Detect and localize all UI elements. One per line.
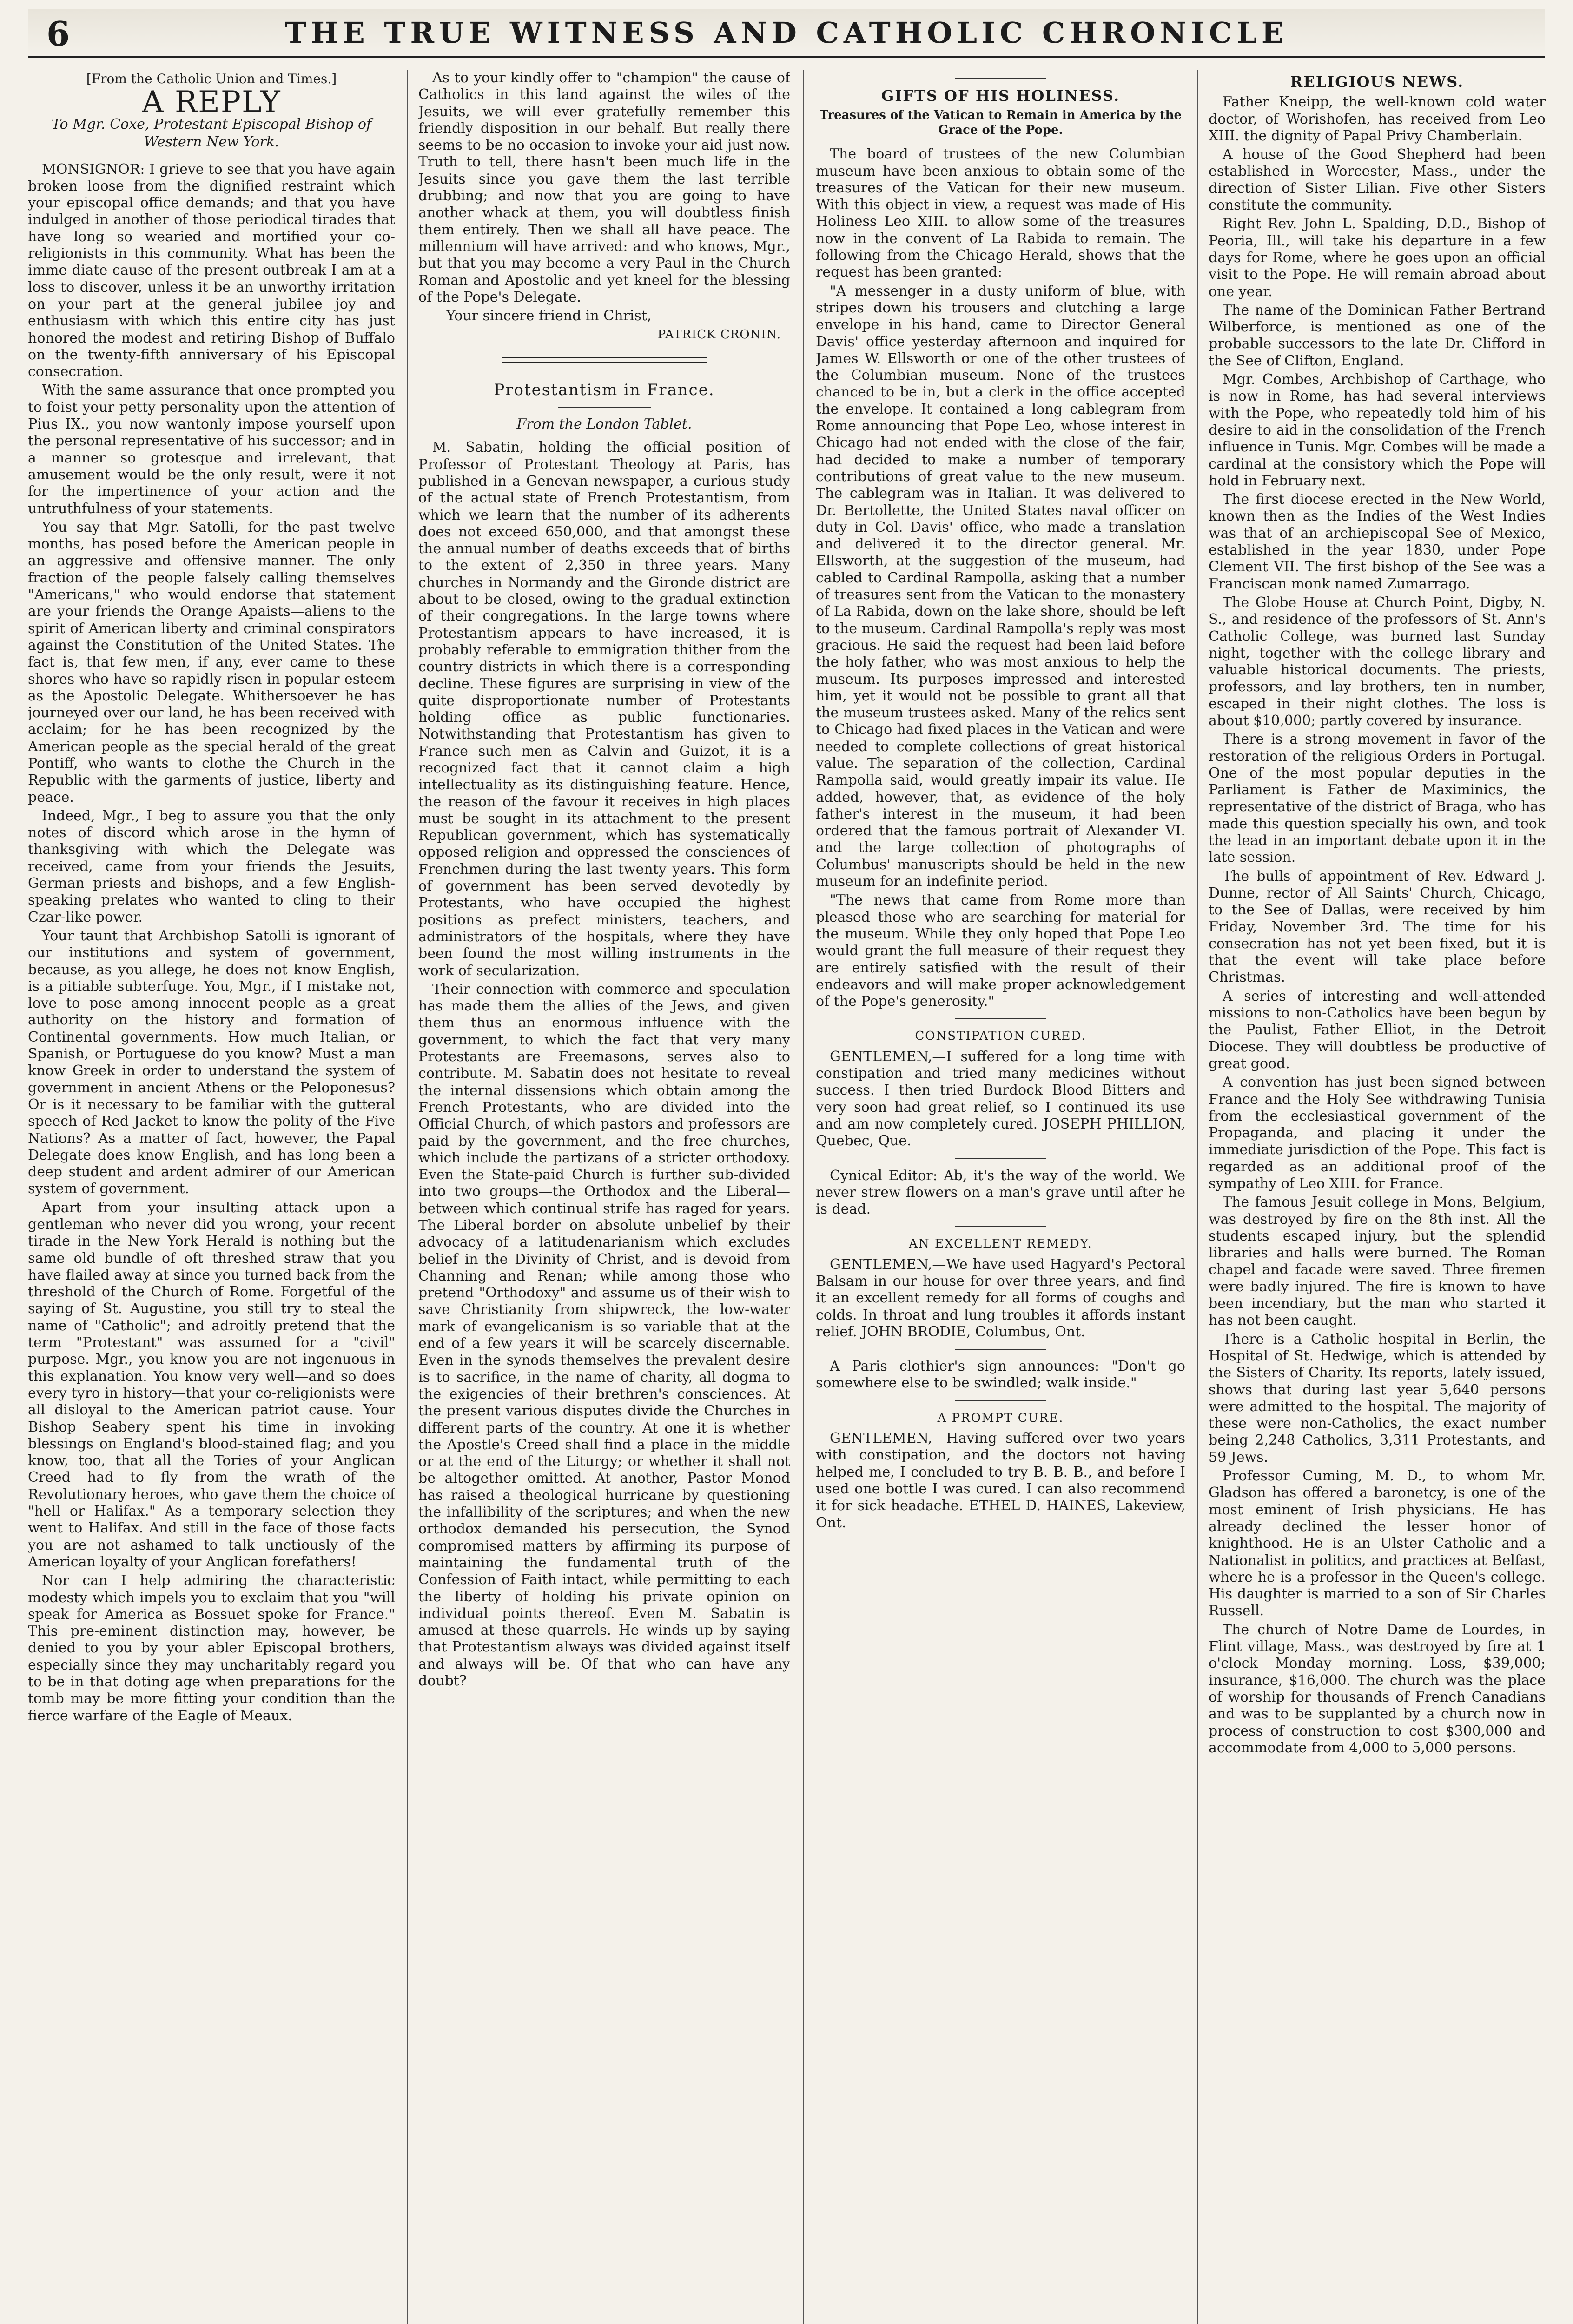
religious-item: The name of the Dominican Father Bertrand Wilberforce, is mentioned as one of the probable successors to the late Dr. Clifford in the See of Clifton, England. xyxy=(1209,302,1546,369)
divider xyxy=(955,1018,1046,1019)
clothier-text: A Paris clothier's sign announces: "Don't go somewhere else to be swindled; walk inside." xyxy=(816,1358,1185,1392)
gifts-deck: Treasures of the Vatican to Remain in America by the Grace of the Pope. xyxy=(819,108,1182,138)
religious-item: Professor Cuming, M. D., to whom Mr. Gladson has offered a baronetcy, is one of the most eminent of Irish physicians. He has already declined the lesser honor of knighthood. He is an Ulster Catholic and a Nationalist in politics, and practices at Belfast, where he is a professor in the Queen's college. His daughter is married to a son of Sir Charles Russell. xyxy=(1209,1468,1546,1619)
column-3 xyxy=(816,70,1185,2324)
column-rule xyxy=(803,70,804,2324)
reply-paragraph: As to your kindly offer to "champion" the cause of Catholics in this land against the wiles of the Jesuits, we will ever gratefully remember this friendly disposition in our behalf. But really there seems to be no occasion to invoke your aid just now. Truth to tell, there hasn't been much life in the Jesuits since you gave them the last terrible drubbing; and now that you are going to have another whack at them, you will doubtless finish them entirely. Then we shall all have peace. The millennium will have arrived: and who knows, Mgr., but that you may become a very Paul in the Church Roman and Apostolic and yet kneel for the blessing of the Pope's Delegate. xyxy=(418,70,790,305)
gifts-paragraph: "The news that came from Rome more than pleased those who are searching for material for the museum. While they only hoped that Pope Leo would grant the full measure of their request they are entirely satisfied with the result of their endeavors and will make proper acknowledgement of the Pope's generosity." xyxy=(816,892,1185,1010)
divider xyxy=(955,1158,1046,1159)
religious-item: Right Rev. John L. Spalding, D.D., Bishop of Peoria, Ill., will take his departure in a few days for Rome, where he goes upon an official visit to the Pope. He will remain abroad about one year. xyxy=(1209,216,1546,300)
constipation-headline: CONSTIPATION CURED. xyxy=(915,1029,1086,1043)
religious-item: There is a Catholic hospital in Berlin, the Hospital of St. Hedwige, which is attended by the Sisters of Charity. Its reports, lately issued, shows that during last year 5,640 persons were admitted to the hospital. The majority of these were non-Catholics, the exact number being 2,248 Catholics, 3,311 Protestants, and 59 Jews. xyxy=(1209,1331,1546,1466)
reply-paragraph: Apart from your insulting attack upon a gentleman who never did you wrong, your recent tirade in the New York Herald is nothing but the same old bundle of oft threshed straw that you have flailed away at since you turned back from the threshold of the Church of Rome. Forgetful of the saying of St. Augustine, you still try to steal the name of "Catholic"; and adroitly pretend that the term "Protestant" was assumed for a "civil" purpose. Mgr., you know you are not ingenuous in this explanation. You know very well—and so does every tyro in history—that your co-religionists were all disloyal to the American patriot cause. Your Bishop Seabery spent his time in invoking blessings on England's blood-stained flag; and you know, too, that all the Tories of your Anglican Creed had to fly from the wrath of the Revolutionary heroes, who gave them the choice of "hell or Halifax." As a temporary selection they went to Halifax. And still in the face of those facts you are not ashamed to talk unctiously of the American loyalty of your Anglican forefathers! xyxy=(28,1199,395,1570)
prompt-cure-text: GENTLEMEN,—Having suffered over two years with constipation, and the doctors not having helped me, I concluded to try B. B. B., and before I used one bottle I was cured. I can also recommend it for sick headache. ETHEL D. HAINES, Lakeview, Ont. xyxy=(816,1430,1185,1531)
gifts-headline: GIFTS OF HIS HOLINESS. xyxy=(881,87,1120,105)
reply-subhead: To Mgr. Coxe, Protestant Episcopal Bishop of Western New York. xyxy=(51,116,372,150)
reply-signature: PATRICK CRONIN. xyxy=(657,328,781,342)
religious-item: There is a strong movement in favor of the restoration of the religious Orders in Portugal. One of the most popular deputies in the Parliament is Father de Maximinics, the representative of the district of Braga, who has made this question specially his own, and took the lead in an important debate upon it in the late session. xyxy=(1209,731,1546,866)
remedy-text: GENTLEMEN,—We have used Hagyard's Pectoral Balsam in our house for over three years, and find it an excellent remedy for all forms of coughs and colds. In throat and lung troubles it affords instant relief. JOHN BRODIE, Columbus, Ont. xyxy=(816,1256,1185,1340)
masthead xyxy=(28,9,1545,58)
reply-closing: Your sincere friend in Christ, xyxy=(446,308,652,324)
protestantism-source: From the London Tablet. xyxy=(516,416,692,433)
religious-item: Father Kneipp, the well-known cold water doctor, of Worishofen, has received from Leo XIII. the dignity of Papal Privy Chamberlain. xyxy=(1209,94,1546,144)
column-2 xyxy=(418,70,790,2324)
reply-headline: A REPLY xyxy=(142,85,281,120)
column-4 xyxy=(1209,70,1546,2324)
prompt-cure-headline: A PROMPT CURE. xyxy=(937,1411,1064,1425)
reply-paragraph: You say that Mgr. Satolli, for the past twelve months, has posed before the American people in an aggressive and offensive manner. The only fraction of the people falsely calling themselves "Americans," who would endorse that statement are your friends the Orange Apaists—aliens to the spirit of American liberty and criminal conspirators against the Constitution of the United States. The fact is, that few men, if any, ever came to these shores who have so rapidly risen in popular esteem as the Apostolic Delegate. Whithersoever he has journeyed over our land, he has been received with acclaim; for he has been recognized by the American people as the special herald of the great Pontiff, who wants to clothe the Church in the Republic with the garments of justice, liberty and peace. xyxy=(28,519,395,805)
religious-item: Mgr. Combes, Archbishop of Carthage, who is now in Rome, has had several interviews with the Pope, who repeatedly told him of his desire to aid in the consolidation of the French influence in Tunis. Mgr. Combes will be made a cardinal at the consistory which the Pope will hold in February next. xyxy=(1209,371,1546,489)
religious-item: A house of the Good Shepherd had been established in Worcester, Mass., under the direction of Sister Lilian. Five other Sisters constitute the community. xyxy=(1209,146,1546,214)
religious-item: The church of Notre Dame de Lourdes, in Flint village, Mass., was destroyed by fire at 1 o'clock Monday morning. Loss, $39,000; insurance, $16,000. The church was the place of worship for thousands of French Canadians and was to be supplanted by a church now in process of construction to cost $300,000 and accommodate from 4,000 to 5,000 persons. xyxy=(1209,1621,1546,1756)
religious-headline: RELIGIOUS NEWS. xyxy=(1290,73,1464,91)
page-number: 6 xyxy=(46,14,70,53)
cynical-text: Cynical Editor: Ab, it's the way of the world. We never strew flowers on a man's grave until after he is dead. xyxy=(816,1167,1185,1218)
gifts-paragraph: The board of trustees of the new Columbian museum have been anxious to obtain some of the treasures of the Vatican for their new museum. With this object in view, a request was made of His Holiness Leo XIII. to allow some of the treasures now in the convent of La Rabida to remain. The following from the Chicago Herald, shows that the request has been granted: xyxy=(816,146,1185,281)
religious-item: The bulls of appointment of Rev. Edward J. Dunne, rector of All Saints' Church, Chicago, to the See of Dallas, were received by him Friday, November 3rd. The time for his consecration has not yet been fixed, but it is that the event will take place before Christmas. xyxy=(1209,868,1546,986)
paper-title: THE TRUE WITNESS AND CATHOLIC CHRONICLE xyxy=(284,16,1289,50)
religious-item: A convention has just been signed between France and the Holy See withdrawing Tunisia from the ecclesiastical government of the Propaganda, and placing it under the immediate jurisdiction of the Pope. This fact is regarded as an additional proof of the sympathy of Leo XIII. for France. xyxy=(1209,1074,1546,1192)
divider xyxy=(955,1226,1046,1227)
reply-paragraph: MONSIGNOR: I grieve to see that you have again broken loose from the dignified restraint which your episcopal office demands; and that you have indulged in another of those periodical tirades that have long so wearied and mortified your co-religionists in this community. What has been the imme diate cause of the present outbreak I am at a loss to discover, unless it be an unworthy irritation on your part at the general jubilee joy and enthusiasm with which this entire city has just honored the modest and retiring Bishop of Buffalo on the twenty-fifth anniversary of his Episcopal consecration. xyxy=(28,161,395,380)
column-1 xyxy=(28,70,395,2324)
column-rule xyxy=(1197,70,1198,2324)
remedy-headline: AN EXCELLENT REMEDY. xyxy=(909,1237,1092,1251)
reply-paragraph: With the same assurance that once prompted you to foist your petty personality upon the attention of Pius IX., you now wantonly impose yourself upon the personal representative of his successor; and in a manner so grotesque and irrelevant, that amusement would be the only result, were it not for the impertinence of your action and the untruthfulness of your statements. xyxy=(28,382,395,517)
protestantism-headline: Protestantism in France. xyxy=(494,380,715,399)
reply-paragraph: Nor can I help admiring the characteristic modesty which impels you to exclaim that you "will speak for America as Bossuet spoke for France." This pre-eminent distinction may, however, be denied to you by your abler Episcopal brothers, especially since they may uncharitably regard you to be in that doting age when preparations for the tomb may be more fitting your condition than the fierce warfare of the Eagle of Meaux. xyxy=(28,1572,395,1724)
reply-paragraph: Your taunt that Archbishop Satolli is ignorant of our institutions and system of government, because, as you allege, he does not know English, is a pitiable subterfuge. You, Mgr., if I mistake not, love to pose among innocent people as a great authority on the history and formation of Continental governments. How much Italian, or Spanish, or Portuguese do you know? Must a man know Greek in order to understand the system of government in ancient Athens or the Peloponesus? Or is it necessary to be familiar with the gutteral speech of Red Jacket to know the polity of the Five Nations? As a matter of fact, however, the Papal Delegate does know English, and has long been a deep student and ardent admirer of our American system of government. xyxy=(28,927,395,1197)
divider xyxy=(955,78,1046,79)
religious-item: The Globe House at Church Point, Digby, N. S., and residence of the professors of St. Ann's Catholic College, was burned last Sunday night, together with the college library and valuable historical documents. The priests, professors, and lay brothers, ten in number, escaped in their night clothes. The loss is about $10,000; partly covered by insurance. xyxy=(1209,594,1546,729)
divider xyxy=(955,1400,1046,1401)
reply-source-note: [From the Catholic Union and Times.] xyxy=(86,71,337,86)
constipation-text: GENTLEMEN,—I suffered for a long time with constipation and tried many medicines without success. I then tried Burdock Blood Bitters and very soon had great relief, so I continued its use and am now completely cured. JOSEPH PHILLION, Quebec, Que. xyxy=(816,1048,1185,1149)
gifts-paragraph: "A messenger in a dusty uniform of blue, with stripes down his trousers and clutching a large envelope in his hand, came to Director General Davis' office yesterday afternoon and inquired for James W. Ellsworth or one of the other trustees of the Columbian museum. None of the trustees chanced to be in, but a clerk in the office accepted the envelope. It contained a long cablegram from Rome announcing that Pope Leo, whose interest in Chicago had not ended with the close of the fair, had decided to make a number of temporary contributions of great value to the new museum. The cablegram was in Italian. It was delivered to Dr. Bertollette, the United States naval officer on duty in Col. Davis' office, who made a translation and delivered it to the director general. Mr. Ellsworth, at the suggestion of the museum, had cabled to Cardinal Rampolla, asking that a number of treasures sent from the Vatican to the monastery of La Rabida, down on the lake shore, should be left to the museum. Cardinal Rampolla's reply was most gracious. He said the request had been laid before the holy father, who was most anxious to help the museum. Its purposes impressed and interested him, yet it would not be possible to grant all that the museum trustees asked. Many of the relics sent to Chicago had fixed places in the Vatican and were needed to complete collections of great historical value. The separation of the collection, Cardinal Rampolla said, would greatly impair its value. He added, however, that, as evidence of the holy father's interest in the museum, it had been ordered that the famous portrait of Alexander VI. and the large collection of photographs of Columbus' manuscripts should be held in the new museum for an indefinite period. xyxy=(816,283,1185,890)
religious-item: The famous Jesuit college in Mons, Belgium, was destroyed by fire on the 8th inst. All the students escaped injury, but the splendid libraries and halls were burned. The Roman chapel and facade were saved. Three firemen were badly injured. The fire is known to have been incendiary, but the man who started it has not been caught. xyxy=(1209,1194,1546,1329)
reply-paragraph: Indeed, Mgr., I beg to assure you that the only notes of discord which arose in the hymn of thanksgiving with which the Delegate was received, came from your friends the Jesuits, German priests and bishops, and a few English-speaking prelates who wanted to cling to their Czar-like power. xyxy=(28,807,395,925)
section-divider xyxy=(502,357,707,363)
column-rule xyxy=(407,70,408,2324)
protestantism-paragraph: M. Sabatin, holding the official position of Professor of Protestant Theology at Paris, has published in a Genevan newspaper, a curious study of the actual state of French Protestantism, from which we learn that the number of its adherents does not exceed 650,000, and that amongst these the annual number of deaths exceeds that of births to the extent of 2,350 in three years. Many churches in Normandy and the Gironde district are about to be closed, owing to the gradual extinction of their congregations. In the large towns where Protestantism appears to have increased, it is probably referable to emmigration thither from the country districts in which there is a corresponding decline. These figures are surprising in view of the quite disproportionate number of Protestants holding office as public functionaries. Notwithstanding that Protestantism has given to France such men as Calvin and Guizot, it is a recognized fact that it cannot claim a high intellectuality as its distinguishing feature. Hence, the reason of the favour it receives in high places must be sought in its attachment to the present Republican government, which has systematically opposed religion and oppressed the consciences of Frenchmen during the last twenty years. This form of government has been served devotedly by Protestants, who have occupied the highest positions as prefect ministers, teachers, and administrators of the hospitals, where they have been found the most willing instruments in the work of secularization. xyxy=(418,439,790,979)
protestantism-paragraph: Their connection with commerce and speculation has made them the allies of the Jews, and given them thus an enormous influence with the government, to which the fact that very many Protestants are Freemasons, serves also to contribute. M. Sabatin does not hesitate to reveal the internal dissensions which obtain among the French Protestants, who are divided into the Official Church, of which pastors and professors are paid by the government, and the free churches, which include the partizans of a stricter orthodoxy. Even the State-paid Church is further sub-divided into two groups—the Orthodox and the Liberal—between which continual strife has raged for years. The Liberal border on absolute unbelief by their advocacy of a latitudenarianism which excludes belief in the Divinity of Christ, and is devoid from Channing and Renan; while among those who pretend "Orthodoxy" and assume us of their wish to save Christianity from shipwreck, the low-water mark of evangelicanism is so variable that at the end of a few years it will be scarcely discernable. Even in the synods themselves the prevalent desire is to sacrifice, in the name of charity, all dogma to the exigencies of their brethren's consciences. At the present various disputes divide the Churches in different parts of the country. At one it is whether the Apostle's Creed shall find a place in the middle or at the end of the Liturgy; or whether it shall not be altogether omitted. At another, Pastor Monod has raised a theological hurricane by questioning the infallibility of the scriptures; and when the new orthodox demanded his persecution, the Synod compromised matters by affirming its purpose of maintaining the fundamental truth of the Confession of Faith intact, while permitting to each the liberty of holding his private opinion on individual points thereof. Even M. Sabatin is amused at these quarrels. He winds up by saying that Protestantism always was divided against itself and always will be. Of that who can have any doubt? xyxy=(418,981,790,1690)
divider xyxy=(955,1349,1046,1350)
divider xyxy=(558,407,651,408)
religious-item: A series of interesting and well-attended missions to non-Catholics have been begun by the Paulist, Father Elliot, in the Detroit Diocese. They will doubtless be productive of great good. xyxy=(1209,988,1546,1072)
religious-item: The first diocese erected in the New World, known then as the Indies of the West Indies was that of an archiepiscopal See of Mexico, established in the year 1830, under Pope Clement VII. The first bishop of the See was a Franciscan monk named Zumarrago. xyxy=(1209,491,1546,592)
